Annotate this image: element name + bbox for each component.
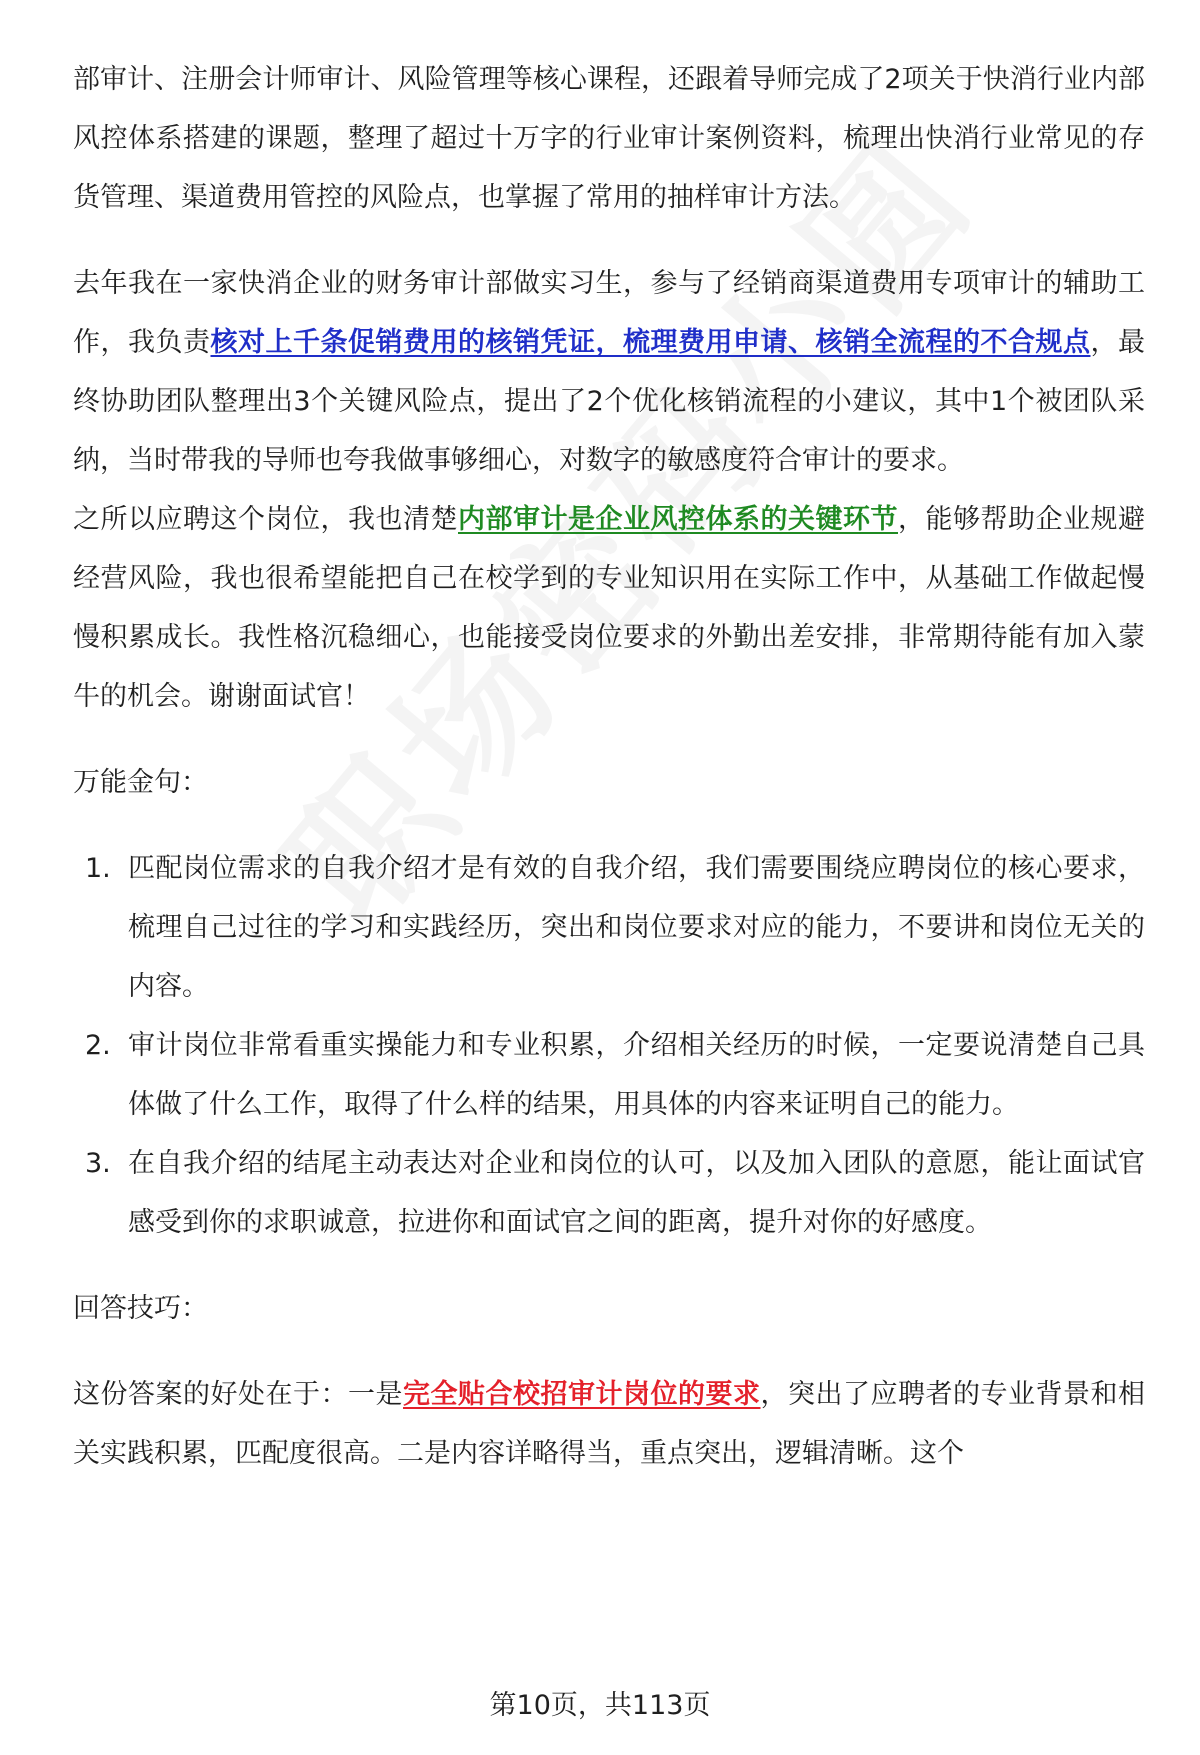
section-heading-tips: 回答技巧： xyxy=(73,1293,208,1324)
list-number: 2. xyxy=(85,1030,111,1061)
paragraph-text: 去年我在一家快消企业的财务审计部做实习生，参与了经销商渠道费用专项审计的辅助工作，我负责 xyxy=(73,268,1145,358)
paragraph-text: 这份答案的好处在于：一是 xyxy=(73,1379,403,1410)
list-item xyxy=(73,839,1145,1016)
paragraph-text: 部审计、注册会计师审计、风险管理等核心课程，还跟着导师完成了2项关于快消行业内部风控体系搭建的课题，整理了超过十万字的行业审计案例资料，梳理出快消行业常见的存货管理、渠道费用管控的风险点，也掌握了常用的抽样审计方法。 xyxy=(73,64,1145,213)
paragraph-tips xyxy=(73,1365,1145,1483)
highlight-red: 完全贴合校招审计岗位的要求 xyxy=(403,1379,761,1410)
paragraph-text: ，能够帮助企业规避经营风险，我也很希望能把自己在校学到的专业知识用在实际工作中，从基础工作做起慢慢积累成长。我性格沉稳细心，也能接受岗位要求的外勤出差安排，非常期待能有加入蒙牛的机会。谢谢面试官！ xyxy=(73,504,1145,712)
page-content xyxy=(73,50,1145,1483)
list-item xyxy=(73,1016,1145,1134)
list-number: 3. xyxy=(85,1148,111,1179)
list-item-text: 匹配岗位需求的自我介绍才是有效的自我介绍，我们需要围绕应聘岗位的核心要求，梳理自己过往的学习和实践经历，突出和岗位要求对应的能力，不要讲和岗位无关的内容。 xyxy=(128,853,1145,1002)
list-item-text: 在自我介绍的结尾主动表达对企业和岗位的认可，以及加入团队的意愿，能让面试官感受到你的求职诚意，拉进你和面试官之间的距离，提升对你的好感度。 xyxy=(128,1148,1145,1238)
highlight-blue: 核对上千条促销费用的核销凭证，梳理费用申请、核销全流程的不合规点 xyxy=(210,327,1091,358)
paragraph-text: ，突出了应聘者的专业背景和相关实践积累，匹配度很高。二是内容详略得当，重点突出，逻辑清晰。这个 xyxy=(73,1379,1145,1469)
list-item-text: 审计岗位非常看重实操能力和专业积累，介绍相关经历的时候，一定要说清楚自己具体做了什么工作，取得了什么样的结果，用具体的内容来证明自己的能力。 xyxy=(128,1030,1145,1120)
paragraph-motivation xyxy=(73,490,1145,726)
paragraph-coursework xyxy=(73,50,1145,227)
paragraph-internship xyxy=(73,254,1145,490)
highlight-green: 内部审计是企业风控体系的关键环节 xyxy=(458,504,898,535)
page-number-footer: 第10页，共113页 xyxy=(489,1690,711,1721)
paragraph-text: 之所以应聘这个岗位，我也清楚 xyxy=(73,504,458,535)
list-item xyxy=(73,1134,1145,1252)
golden-sentence-list xyxy=(73,839,1145,1252)
paragraph-text: ，最终协助团队整理出3个关键风险点，提出了2个优化核销流程的小建议，其中1个被团队采纳，当时带我的导师也夸我做事够细心，对数字的敏感度符合审计的要求。 xyxy=(73,327,1145,476)
section-heading-golden: 万能金句： xyxy=(73,767,208,798)
list-number: 1. xyxy=(85,853,111,884)
